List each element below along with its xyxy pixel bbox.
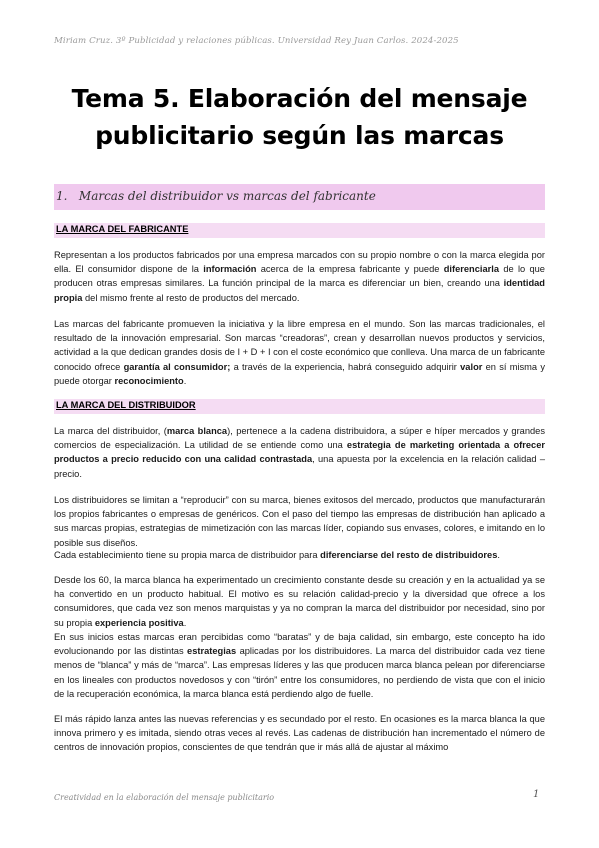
text-run: Los distribuidores se limitan a “reproducir” con su marca, bienes exitosos del mercado, productos que manufacturarán los propios fabricantes o empresas de genéricos. Con el paso del tiempo las empresas de distribución han aplicado a sus marcas propias, estrategias de mimetización con las marcas líder, copiando sus envases, colores, e imitando en lo posible sus diseños.: [54, 495, 545, 548]
subheading-fabricante-text: LA MARCA DEL FABRICANTE: [56, 224, 189, 234]
text-run: ), pertenece a la cadena distribuidora, a súper e híper mercados y grandes comercios de especialización. La utilidad de se entiende como una: [54, 426, 545, 451]
page-number: 1: [533, 789, 540, 800]
paragraph-distribuidor-2: [54, 493, 545, 550]
bold-run: valor: [460, 361, 483, 372]
page-title: [40, 80, 559, 154]
paragraph-fabricante-1: [54, 248, 545, 305]
text-run: de lo que producen otras empresas similares. La función principal de la marca es diferenciar un bien, creando una: [54, 264, 545, 289]
bold-run: identidad propia: [54, 278, 545, 303]
text-run: a través de la experiencia, habrá conseguido adquirir: [230, 361, 461, 372]
text-run: Las marcas del fabricante promueven la iniciativa y la libre empresa en el mundo. Son las marcas tradicionales, el resultado de la innovación empresarial. Son marcas “creadoras”, crean y desarrollan nuevos productos y servicios, actividad a la que dedican grandes dosis de I + D + I con el coste económico que conlleva. Una marca de un fabricante conocido ofrece: [54, 319, 545, 372]
subheading-distribuidor-text: LA MARCA DEL DISTRIBUIDOR: [56, 400, 196, 410]
text-run: La marca del distribuidor, (: [54, 426, 167, 436]
paragraph-distribuidor-1: [54, 424, 545, 481]
text-run: aplicadas por los distribuidores. La marca del distribuidor cada vez tiene menos de “blanca” y más de “marca”. Las empresas líderes y las que producen marca blanca pelean por diferenciarse en los lineales con productos novedosos y con “tirón” entre los consumidores, no perdiendo de vista que con el inicio de la recuperación económica, la marca blanca está perdiendo algo de fuelle.: [54, 646, 545, 699]
bold-run: marca blanca: [166, 426, 228, 436]
title-line-2: publicitario según las marcas: [95, 121, 504, 150]
text-run: .: [497, 550, 500, 560]
page-footer: Creatividad en la elaboración del mensaje publicitario: [54, 793, 275, 802]
bold-run: experiencia positiva: [94, 617, 184, 628]
section-title: Marcas del distribuidor vs marcas del fabricante: [78, 189, 376, 203]
bold-run: diferenciarla: [443, 264, 500, 275]
paragraph-distribuidor-5: [54, 630, 545, 701]
bold-run: garantía al consumidor;: [123, 361, 231, 372]
title-line-1: Tema 5. Elaboración del mensaje: [71, 84, 528, 113]
paragraph-fabricante-2: [54, 317, 545, 388]
bold-run: información: [203, 264, 257, 275]
bold-run: diferenciarse del resto de distribuidores: [320, 550, 498, 560]
bold-run: estrategia de marketing orientada a ofrecer productos a precio reducido con una calidad contrastada: [54, 440, 545, 465]
text-run: , una apuesta por la excelencia en la relación calidad – precio.: [54, 454, 545, 479]
bold-run: estrategias: [187, 646, 237, 657]
text-run: Representan a los productos fabricados por una empresa marcados con su propio nombre o con la marca elegida por ella. El consumidor dispone de la: [54, 250, 545, 275]
bold-run: reconocimiento: [114, 375, 184, 386]
text-run: En sus inicios estas marcas eran percibidas como “baratas” y de baja calidad, sin embargo, este concepto ha ido evolucionando por las distintas: [54, 632, 545, 657]
text-run: .: [183, 617, 187, 628]
paragraph-distribuidor-3: [54, 548, 545, 562]
subheading-fabricante: [54, 223, 545, 238]
paragraph-distribuidor-6: [54, 712, 545, 755]
paragraph-distribuidor-4: [54, 573, 545, 630]
text-run: El más rápido lanza antes las nuevas referencias y es secundado por el resto. En ocasiones es la marca blanca la que innova primero y es imitada, siendo otras veces al revés. Las cadenas de distribución han incrementado el número de centros de innovación propios, conscientes de que tendrán que ir más allá de ajustar al máximo: [54, 714, 545, 753]
text-run: del mismo frente al resto de productos del mercado.: [82, 292, 300, 303]
text-run: acerca de la empresa fabricante y puede: [256, 264, 444, 275]
text-run: en sí misma y puede otorgar: [54, 361, 545, 386]
section-number: 1.: [56, 189, 68, 203]
text-run: Desde los 60, la marca blanca ha experimentado un crecimiento constante desde su creación y en la actualidad ya se ha convertido en un producto habitual. El motivo es su relación calidad-precio y la diversidad que ofrece a los consumidores, que cada vez son menos marquistas y ya no compran la marca del distribuidor por necesidad, sino por su propia: [54, 575, 545, 628]
section-heading: [54, 184, 545, 210]
section-heading-text: [56, 189, 376, 203]
text-run: Cada establecimiento tiene su propia marca de distribuidor para: [54, 550, 321, 560]
subheading-distribuidor: [54, 399, 545, 414]
page-header: Miriam Cruz. 3º Publicidad y relaciones públicas. Universidad Rey Juan Carlos. 2024-2025: [54, 36, 459, 46]
text-run: .: [183, 375, 187, 386]
